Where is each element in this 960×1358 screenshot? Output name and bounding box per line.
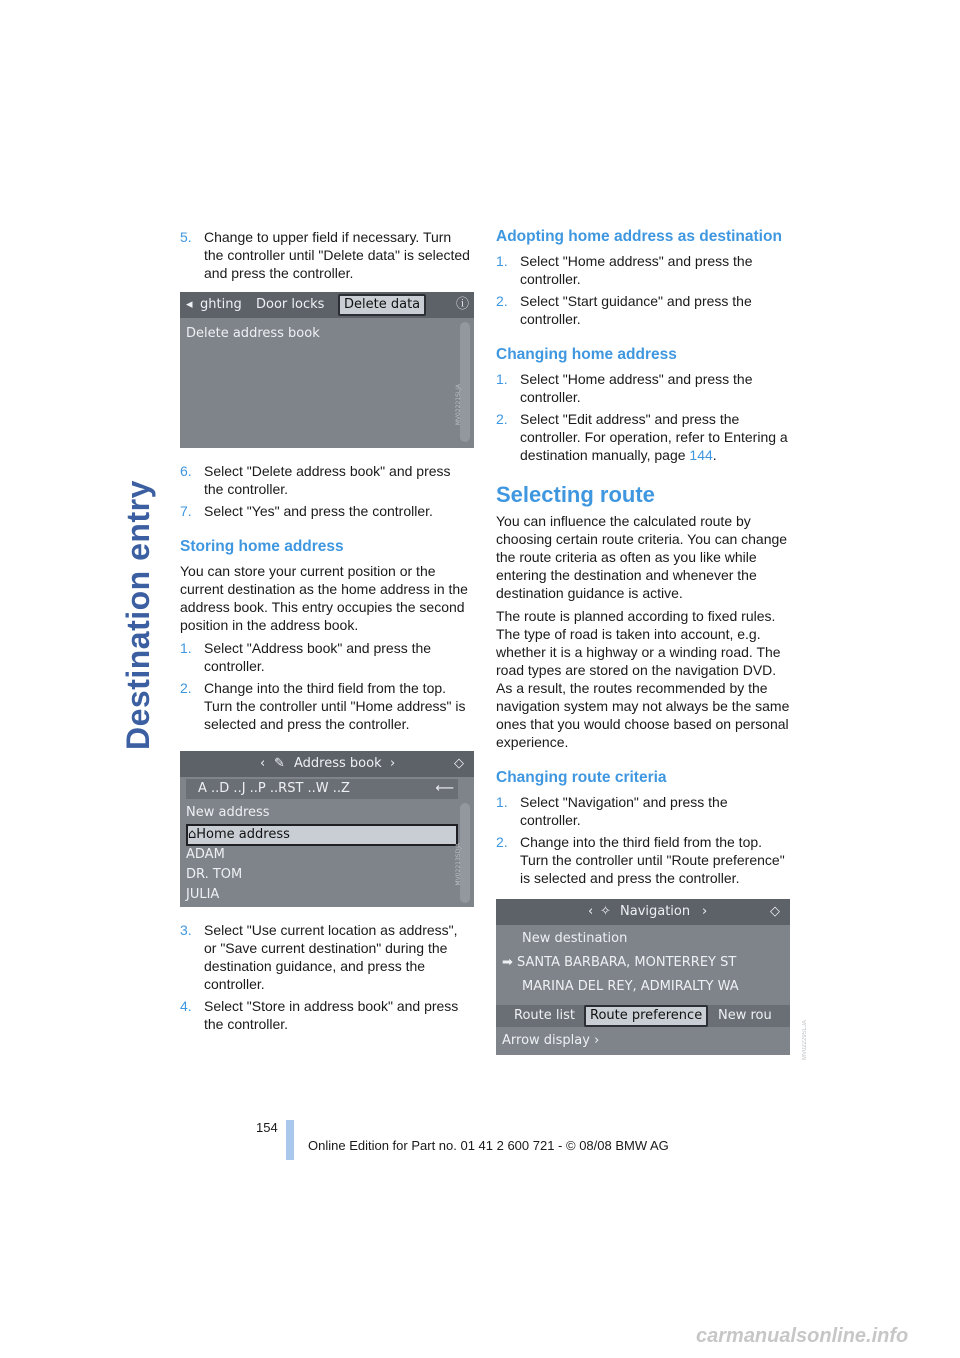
route-tab-bar (496, 1005, 790, 1027)
image-code: MV02213SDJA (455, 843, 462, 886)
footer-text: Online Edition for Part no. 01 41 2 600 721 - © 08/08 BMW AG (308, 1138, 669, 1153)
route-paragraph-2: The route is planned according to fixed rules. The type of road is taken into account, e.g. whether it is a highway or a winding road. The road types are stored on the navigation DVD. As a result, the routes recommended by the navigation system may not always be the same ones that you would choose based on personal experience. (496, 608, 790, 750)
home-icon: ⌂ (188, 827, 197, 842)
step-text: Select "Home address" and press the controller. (520, 253, 753, 287)
menu-item-new-destination[interactable]: New destination (522, 931, 628, 946)
right-column (496, 228, 790, 1069)
image-code: MV02229SLJA (802, 1020, 808, 1061)
options-icon[interactable]: ◇ (454, 756, 464, 771)
right-arrow-icon: › (594, 1033, 600, 1048)
step-5 (180, 228, 472, 282)
page-number: 154 (256, 1120, 278, 1135)
adopt-step-1 (496, 252, 790, 288)
criteria-step-1 (496, 793, 790, 829)
step-number: 6. (180, 463, 192, 479)
menu-item-delete-address-book[interactable]: Delete address book (186, 326, 320, 341)
step-text-main: Select "Edit address" and press the controller. For operation, refer to Entering a destination manually, page (520, 411, 788, 463)
step-2 (180, 679, 472, 733)
left-arrow-icon: ◂ (186, 297, 193, 312)
list-item[interactable]: New address (186, 805, 270, 820)
step-text (520, 410, 790, 464)
heading-changing-route-criteria: Changing route criteria (496, 769, 667, 786)
step-text: Select "Use current location as address", or "Save current destination" during the destination guidance, and press the controller. (204, 922, 458, 992)
screen-top-bar (180, 292, 474, 318)
adopt-step-2 (496, 292, 790, 328)
step-number: 2. (496, 293, 508, 309)
step-number: 7. (180, 503, 192, 519)
screen-address-book (180, 751, 474, 907)
heading-changing-home-address: Changing home address (496, 346, 677, 363)
list-item[interactable]: JULIA (186, 887, 220, 902)
step-6 (180, 462, 472, 498)
step-number: 3. (180, 922, 192, 938)
step-text: Change to upper field if necessary. Turn the controller until "Delete data" is selected and press the controller. (204, 229, 470, 281)
route-paragraph-1: You can influence the calculated route by choosing certain route criteria. You can change the route criteria as often as you like while entering the destination and whenever the destination guidance is active. (496, 513, 788, 601)
alphabet-letters[interactable]: A ..D ..J ..P ..RST ..W ..Z (198, 781, 350, 796)
change-step-2 (496, 410, 790, 464)
menu-item-arrow-display[interactable] (502, 1031, 774, 1051)
step-number: 2. (180, 680, 192, 696)
screen-delete-data (180, 292, 474, 448)
step-number: 1. (496, 794, 508, 810)
step-number: 5. (180, 229, 192, 245)
step-1 (180, 639, 472, 675)
tab-delete-data[interactable]: Delete data (338, 294, 426, 316)
step-7 (180, 502, 472, 520)
step-text: Select "Address book" and press the controller. (204, 640, 432, 674)
menu-item-destination-2[interactable]: MARINA DEL REY, ADMIRALTY WA (522, 979, 739, 994)
criteria-step-2 (496, 833, 790, 887)
step-4 (180, 997, 472, 1033)
tab-lighting[interactable]: ghting (200, 297, 242, 312)
footer-accent-bar (286, 1120, 294, 1160)
step-text: Select "Delete address book" and press the controller. (204, 463, 451, 497)
info-icon[interactable]: ⓘ (456, 297, 470, 312)
step-number: 2. (496, 411, 508, 427)
list-item-label: Arrow display (502, 1033, 590, 1048)
chapter-title-text: Destination entry (120, 480, 156, 750)
step-text: Select "Home address" and press the controller. (520, 371, 753, 405)
screen-title: Address book (294, 756, 382, 771)
step-number: 1. (496, 371, 508, 387)
step-number: 1. (180, 640, 192, 656)
list-item[interactable]: DR. TOM (186, 867, 243, 882)
back-arrow-icon[interactable]: ⟵ (435, 781, 454, 796)
change-step-1 (496, 370, 790, 406)
list-item-home-address[interactable] (186, 824, 458, 846)
left-arrow-icon: ‹ (588, 904, 594, 919)
site-watermark: carmanualsonline.info (696, 1325, 909, 1347)
step-text: Change into the third field from the top. Turn the controller until "Route preference" is selected and press the controller. (520, 834, 785, 886)
navigation-icon: ✧ (600, 904, 611, 919)
step-text: Change into the third field from the top. Turn the controller until "Home address" is selected and press the controller. (204, 680, 466, 732)
step-text: Select "Yes" and press the controller. (204, 503, 433, 519)
step-number: 1. (496, 253, 508, 269)
image-code: MV02221SLJA (455, 384, 462, 426)
tab-route-preference[interactable]: Route preference (584, 1005, 708, 1027)
left-arrow-icon: ‹ (260, 756, 266, 771)
tab-new-route[interactable]: New rou (718, 1008, 772, 1023)
tab-route-list[interactable]: Route list (514, 1008, 575, 1023)
step-text-end: . (712, 447, 717, 463)
screen-navigation (496, 899, 790, 1055)
left-column (180, 228, 472, 1037)
screen-top-bar (180, 751, 474, 777)
intro-paragraph: You can store your current position or the current destination as the home address in the address book. This entry occupies the second position in the address book. (180, 563, 468, 633)
screen-top-bar (496, 899, 790, 925)
arrow-icon: ➡ (502, 955, 513, 970)
list-item-label: SANTA BARBARA, MONTERREY ST (517, 955, 737, 970)
step-number: 2. (496, 834, 508, 850)
menu-item-destination-1[interactable] (502, 953, 774, 973)
heading-selecting-route: Selecting route (496, 482, 655, 507)
heading-adopting-home-address: Adopting home address as destination (496, 228, 782, 245)
tab-door-locks[interactable]: Door locks (256, 297, 325, 312)
page-link[interactable]: 144 (689, 447, 713, 463)
screen-title: Navigation (620, 904, 691, 919)
right-arrow-icon: › (390, 756, 396, 771)
step-3 (180, 921, 472, 993)
list-item-label: Home address (196, 827, 290, 842)
right-arrow-icon: › (702, 904, 708, 919)
sidebar-chapter-title (112, 230, 160, 750)
address-book-icon: ✎ (274, 756, 285, 771)
options-icon[interactable]: ◇ (770, 904, 780, 919)
step-number: 4. (180, 998, 192, 1014)
step-text: Select "Store in address book" and press the controller. (204, 998, 459, 1032)
list-item[interactable]: ADAM (186, 847, 225, 862)
heading-storing-home-address: Storing home address (180, 538, 344, 555)
alphabet-bar (186, 779, 458, 799)
step-text: Select "Start guidance" and press the controller. (520, 293, 752, 327)
step-text: Select "Navigation" and press the controller. (520, 794, 728, 828)
